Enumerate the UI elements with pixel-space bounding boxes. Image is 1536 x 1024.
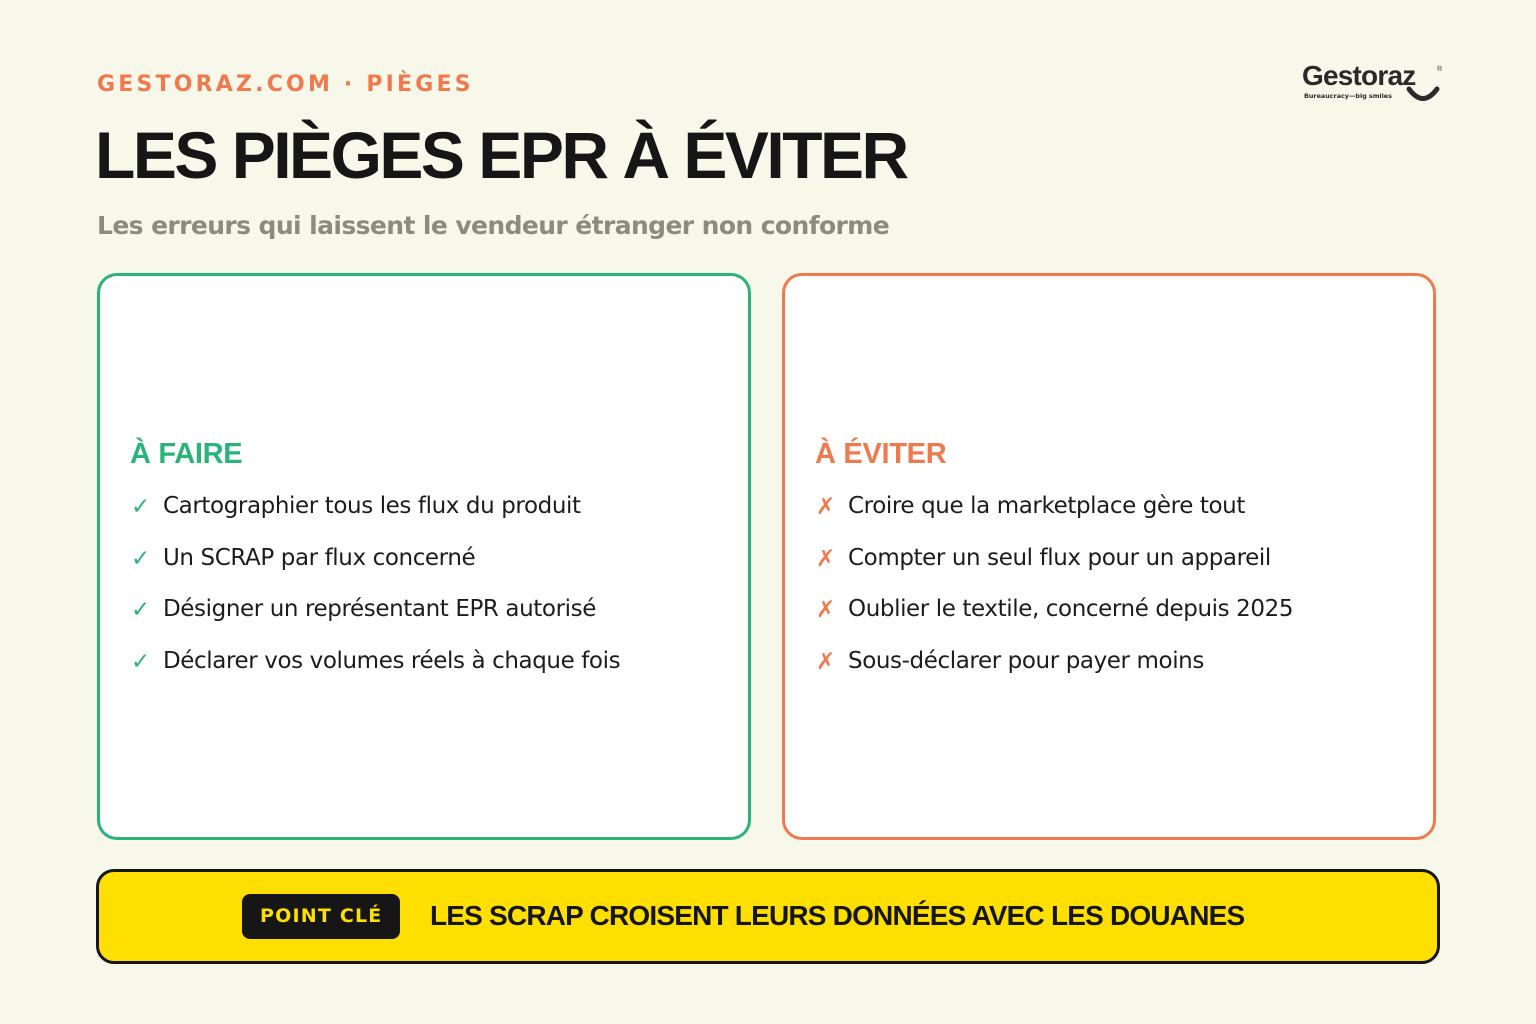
avoid-list [816, 494, 1293, 700]
logo-wordmark: Gestoraz [1302, 60, 1416, 91]
list-item [816, 494, 1293, 546]
eyebrow-label: GESTORAZ.COM · PIÈGES [97, 72, 474, 97]
avoid-item-text: Sous-déclarer pour payer moins [848, 647, 1204, 674]
list-item [131, 494, 620, 546]
cross-icon: ✗ [816, 494, 836, 520]
page-title: LES PIÈGES EPR À ÉVITER [95, 118, 907, 192]
do-card-heading: À FAIRE [130, 438, 243, 470]
cross-icon: ✗ [816, 545, 836, 572]
do-item-text: Cartographier tous les flux du produit [163, 493, 581, 519]
avoid-card-heading: À ÉVITER [815, 438, 947, 470]
page-subtitle: Les erreurs qui laissent le vendeur étranger non conforme [97, 211, 890, 240]
smile-icon [1406, 86, 1440, 106]
cross-icon: ✗ [816, 648, 836, 675]
check-icon: ✓ [131, 648, 151, 675]
do-list [131, 494, 620, 700]
avoid-item-text: Croire que la marketplace gère tout [848, 493, 1245, 519]
list-item [131, 546, 620, 598]
logo-tagline: Bureaucracy—big smiles [1304, 92, 1392, 100]
avoid-item-text: Oublier le textile, concerné depuis 2025 [848, 596, 1294, 622]
avoid-card [782, 273, 1436, 840]
do-item-text: Désigner un représentant EPR autorisé [163, 596, 596, 622]
list-item [816, 597, 1293, 649]
cross-icon: ✗ [816, 597, 836, 623]
list-item [131, 597, 620, 649]
list-item [816, 649, 1293, 701]
list-item [131, 649, 620, 701]
avoid-item-text: Compter un seul flux pour un appareil [848, 544, 1271, 571]
key-point-text: LES SCRAP CROISENT LEURS DONNÉES AVEC LES DOUANES [430, 900, 1245, 931]
gestoraz-logo [1302, 62, 1442, 108]
check-icon: ✓ [131, 597, 151, 623]
do-card [97, 273, 751, 840]
do-item-text: Un SCRAP par flux concerné [163, 544, 476, 571]
check-icon: ✓ [131, 545, 151, 572]
logo-registered-mark: ® [1437, 66, 1443, 73]
key-point-badge: POINT CLÉ [242, 894, 400, 939]
check-icon: ✓ [131, 494, 151, 520]
list-item [816, 546, 1293, 598]
key-point-banner [96, 869, 1440, 964]
do-item-text: Déclarer vos volumes réels à chaque fois [163, 647, 621, 674]
